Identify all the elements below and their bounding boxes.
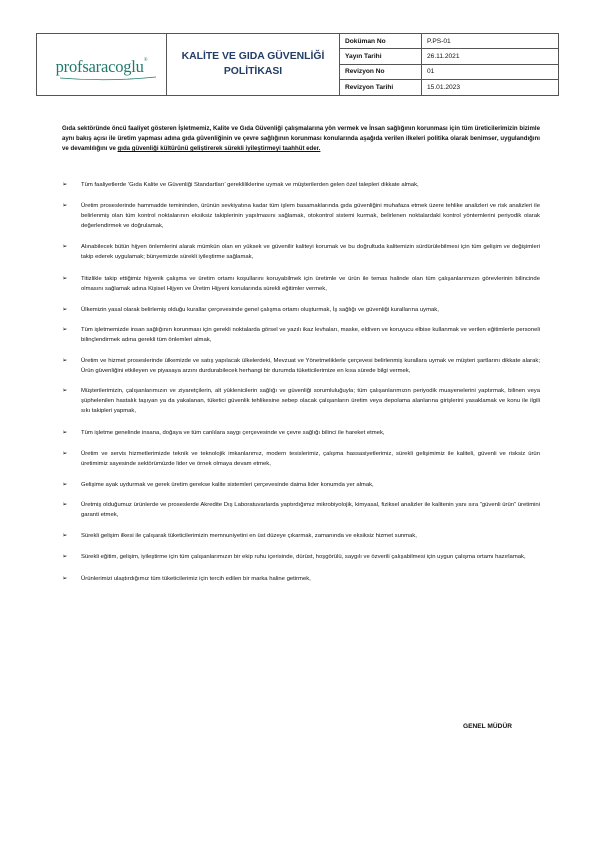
- list-item: [62, 201, 540, 231]
- logo-swash-icon: [58, 75, 158, 81]
- arrow-bullet-icon: ➢: [62, 387, 68, 395]
- arrow-bullet-icon: ➢: [62, 449, 68, 457]
- list-item: [62, 325, 540, 345]
- list-item-text: Müşterilerimizin, çalışanlarımızın ve ziyaretçilerin, alt yüklenicilerin sağlığı ve güvenliği sorumluluğuyla; tüm çalışanlarımızın periyodik muayenelerini yaptırmak, bilinen veya şüphelenilen hastalık taşıyan ya da yakalanan, tüketici güvenlik tehlikesine sebep olacak çalışanların üretim veya depolama alanlarına girişlerini yasaklamak ve konu ile ilgili sıkı takipleri yapmak,: [81, 388, 540, 415]
- header-row: [37, 34, 559, 49]
- intro-underlined-text: gıda güvenliği kültürünü geliştirerek sürekli iyileştirmeyi taahhüt eder.: [117, 145, 321, 153]
- title-cell: [167, 34, 340, 96]
- meta-value-revision-no: 01: [422, 64, 559, 79]
- logo-cell: [37, 34, 167, 96]
- list-item: [62, 386, 540, 416]
- meta-label-publish-date: Yayın Tarihi: [340, 49, 422, 64]
- list-item-text: Tüm faaliyetlerde ‘Gıda Kalite ve Güvenliği Standartları’ gerekliliklerine uymak ve müşterilerden gelen özel talepleri dikkate almak,: [81, 182, 419, 188]
- arrow-bullet-icon: ➢: [62, 325, 68, 333]
- arrow-bullet-icon: ➢: [62, 357, 68, 365]
- list-item-text: Üretim ve servis hizmetlerimizde teknik ve teknolojik imkanlarımız, modern tesislerimiz, çalışma hassasiyetlerimiz, sürekli gelişimimiz ile kaliteli, güvenli ve risksiz ürün üretimimiz sayesinde sektörümüzde lider ve örnek olmaya devam etmek,: [81, 450, 540, 467]
- list-item-text: Üretim ve hizmet proseslerinde ülkemizde ve satış yapılacak ülkelerdeki, Mevzuat ve Yönetmeliklerle çerçevesi belirlenmiş kurallara uymak ve müşteri şartlarını dikkate alarak; Ürün güvenliğini etkileyen ve piyasaya arzını durdurabilecek herhangi bir durumda tüketicilerimize en kısa sürede bilgi vermek,: [81, 358, 540, 375]
- list-item-text: Ürünlerimizi ulaştırdığımız tüm tüketicilerimiz için tercih edilen bir marka haline getirmek,: [81, 576, 311, 583]
- registered-mark: ®: [143, 58, 148, 64]
- arrow-bullet-icon: ➢: [62, 202, 68, 210]
- list-item-text: Sürekli eğitim, gelişim, iyileştirme için tüm çalışanlarımızın bir ekip ruhu içerisinde, dürüst, hoşgörülü, saygılı ve özverili çalışabilmesi için uygun çalışma ortamı hazırlamak,: [81, 554, 526, 561]
- meta-value-publish-date: 26.11.2021: [422, 49, 559, 64]
- list-item-text: Sürekli gelişim ilkesi ile çalışarak tüketicilerimizin memnuniyetini en üst düzeye çıkarmak, zamanında ve eksiksiz hizmet sunmak,: [81, 533, 417, 540]
- logo-text: profsaracoglu: [55, 57, 144, 77]
- list-item: [62, 574, 540, 584]
- list-item: [62, 449, 540, 469]
- arrow-bullet-icon: ➢: [62, 181, 68, 188]
- title-line-2: POLİTİKASI: [223, 66, 283, 78]
- arrow-bullet-icon: ➢: [62, 243, 68, 251]
- list-item: [62, 500, 540, 520]
- arrow-bullet-icon: ➢: [62, 274, 68, 282]
- list-item-text: Ülkemizin yasal olarak belirlemiş olduğu kurallar çerçevesinde genel çalışma ortamı oluşturmak, İş sağlığı ve güvenliği kurallarına uymak,: [81, 306, 439, 313]
- list-item: [62, 356, 540, 376]
- arrow-bullet-icon: ➢: [62, 575, 68, 583]
- list-item-text: Titizlikle takip ettiğimiz hijyenik çalışma ve üretim ortamı koşullarını koruyabilmek için üretimle ve ürün ile temas halinde olan tüm çalışanlarımızın görevlerinin bilincinde olmasını sağlamak adına Kişisel Hijyen ve Üretim Hijyeni konularında sürekli eğitimler vermek,: [81, 275, 540, 292]
- arrow-bullet-icon: ➢: [62, 553, 68, 561]
- list-item-text: Üretmiş olduğumuz ürünlerde ve proseslerde Akredite Dış Laboratuvarlarda yaptırdığımız mikrobiyolojik, kimyasal, fiziksel analizler ile kalitenin yanı sıra “güvenli ürün” üretimini garanti etmek,: [81, 501, 540, 518]
- signature-title: GENEL MÜDÜR: [463, 723, 512, 730]
- meta-value-document-no: P.PS-01: [422, 34, 559, 49]
- intro-paragraph: [62, 124, 540, 155]
- meta-label-revision-date: Revizyon Tarihi: [340, 80, 422, 95]
- arrow-bullet-icon: ➢: [62, 428, 68, 436]
- title-line-1: KALİTE VE GIDA GÜVENLİĞİ: [181, 51, 325, 63]
- list-item: [62, 180, 540, 190]
- document-title: [167, 49, 339, 79]
- meta-label-revision-no: Revizyon No: [340, 64, 422, 79]
- list-item: [62, 428, 540, 438]
- intro-text: Gıda sektöründe öncü faaliyet gösteren İşletmemiz, Kalite ve Gıda Güvenliği çalışmalarına yön vermek ve İnsan sağlığının korunması için tüm üreticilerimizin bizimle aynı bakış açısı ile üretim yapması adına gıda güvenliğinin ve çevre sağlığının korunması konularında aşağıda verilen ilkeleri politika olarak benimser, uygulandığını ve devamlılığını ve: [62, 125, 540, 153]
- list-item-text: Üretim proseslerinde hammadde temininden, ürünün sevkiyatına kadar tüm işlem basamaklarında gıda güvenliğini muhafaza etmek üzere tehlike analizleri ve risk analizleri ile belirlenmiş olan tüm kontrol noktalarının eksiksiz takiplerinin yapılmasını sağlamak, otokontrol sistemi kurmak, belirlenen noktalardaki kontrol yöntemlerini periyodik olarak değerlendirmek ve doğrulamak,: [81, 203, 540, 230]
- list-item-text: Tüm işletmemizde insan sağlığının korunması için gerekli noktalarda görsel ve yazılı ikaz levhaları, maske, eldiven ve koruyucu elbise kullanmak ve verilen eğitimlerle personeli bilinçlendirmek adına gerekli tüm önlemleri almak,: [81, 326, 540, 343]
- list-item: [62, 305, 540, 315]
- arrow-bullet-icon: ➢: [62, 480, 68, 488]
- document-header: [36, 33, 559, 96]
- list-item: [62, 242, 540, 262]
- company-logo: [56, 57, 148, 77]
- arrow-bullet-icon: ➢: [62, 500, 68, 508]
- list-item-text: Tüm işletme genelinde insana, doğaya ve tüm canlılara saygı çerçevesinde ve çevre sağlığı bilinci ile hareket etmek,: [81, 429, 385, 436]
- list-item: [62, 274, 540, 294]
- list-item: [62, 480, 540, 490]
- list-item-text: Gelişime ayak uydurmak ve gerek üretim gerekse kalite sistemleri çerçevesinde daima lider konumda yer almak,: [81, 481, 374, 488]
- list-item: [62, 531, 540, 541]
- list-item: [62, 552, 540, 562]
- arrow-bullet-icon: ➢: [62, 305, 68, 313]
- meta-value-revision-date: 15.01.2023: [422, 80, 559, 95]
- list-item-text: Alınabilecek bütün hijyen önlemlerini alarak mümkün olan en yüksek ve güvenilir kaliteyi korumak ve bu doğrultuda kalitemizin sürdürülebilmesi için tüm gelişim ve değişimleri takip ederek uygulamak; bünyemizde sürekli iyileştirme sağlamak,: [81, 244, 540, 261]
- meta-label-document-no: Doküman No: [340, 34, 422, 49]
- arrow-bullet-icon: ➢: [62, 532, 68, 540]
- policy-principles-list: [62, 180, 540, 584]
